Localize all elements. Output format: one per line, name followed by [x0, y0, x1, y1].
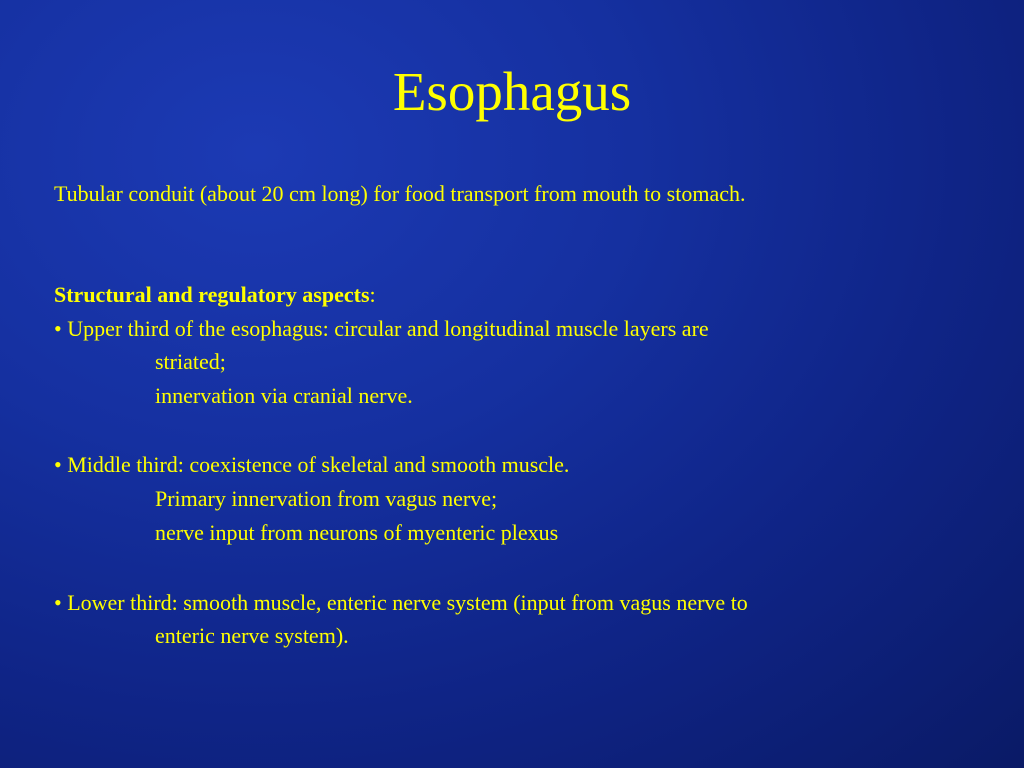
- middle-third-bullet: • Middle third: coexistence of skeletal and smooth muscle.: [54, 452, 570, 477]
- middle-third-nerve-input: nerve input from neurons of myenteric plexus: [155, 520, 559, 545]
- upper-third-bullet: • Upper third of the esophagus: circular and longitudinal muscle layers are: [54, 316, 709, 341]
- lower-third-continuation: enteric nerve system).: [155, 623, 349, 648]
- section-heading-bold: Structural and regulatory aspects: [54, 282, 370, 307]
- section-heading-colon: :: [369, 282, 376, 307]
- intro-text: Tubular conduit (about 20 cm long) for food transport from mouth to stomach.: [54, 181, 746, 206]
- lower-third-bullet: • Lower third: smooth muscle, enteric nerve system (input from vagus nerve to: [54, 590, 748, 615]
- slide-title: Esophagus: [392, 61, 632, 122]
- middle-third-primary: Primary innervation from vagus nerve;: [155, 486, 498, 511]
- section-heading: [54, 278, 994, 311]
- upper-third-innervation: innervation via cranial nerve.: [155, 383, 413, 408]
- upper-third-continuation: striated;: [155, 349, 226, 374]
